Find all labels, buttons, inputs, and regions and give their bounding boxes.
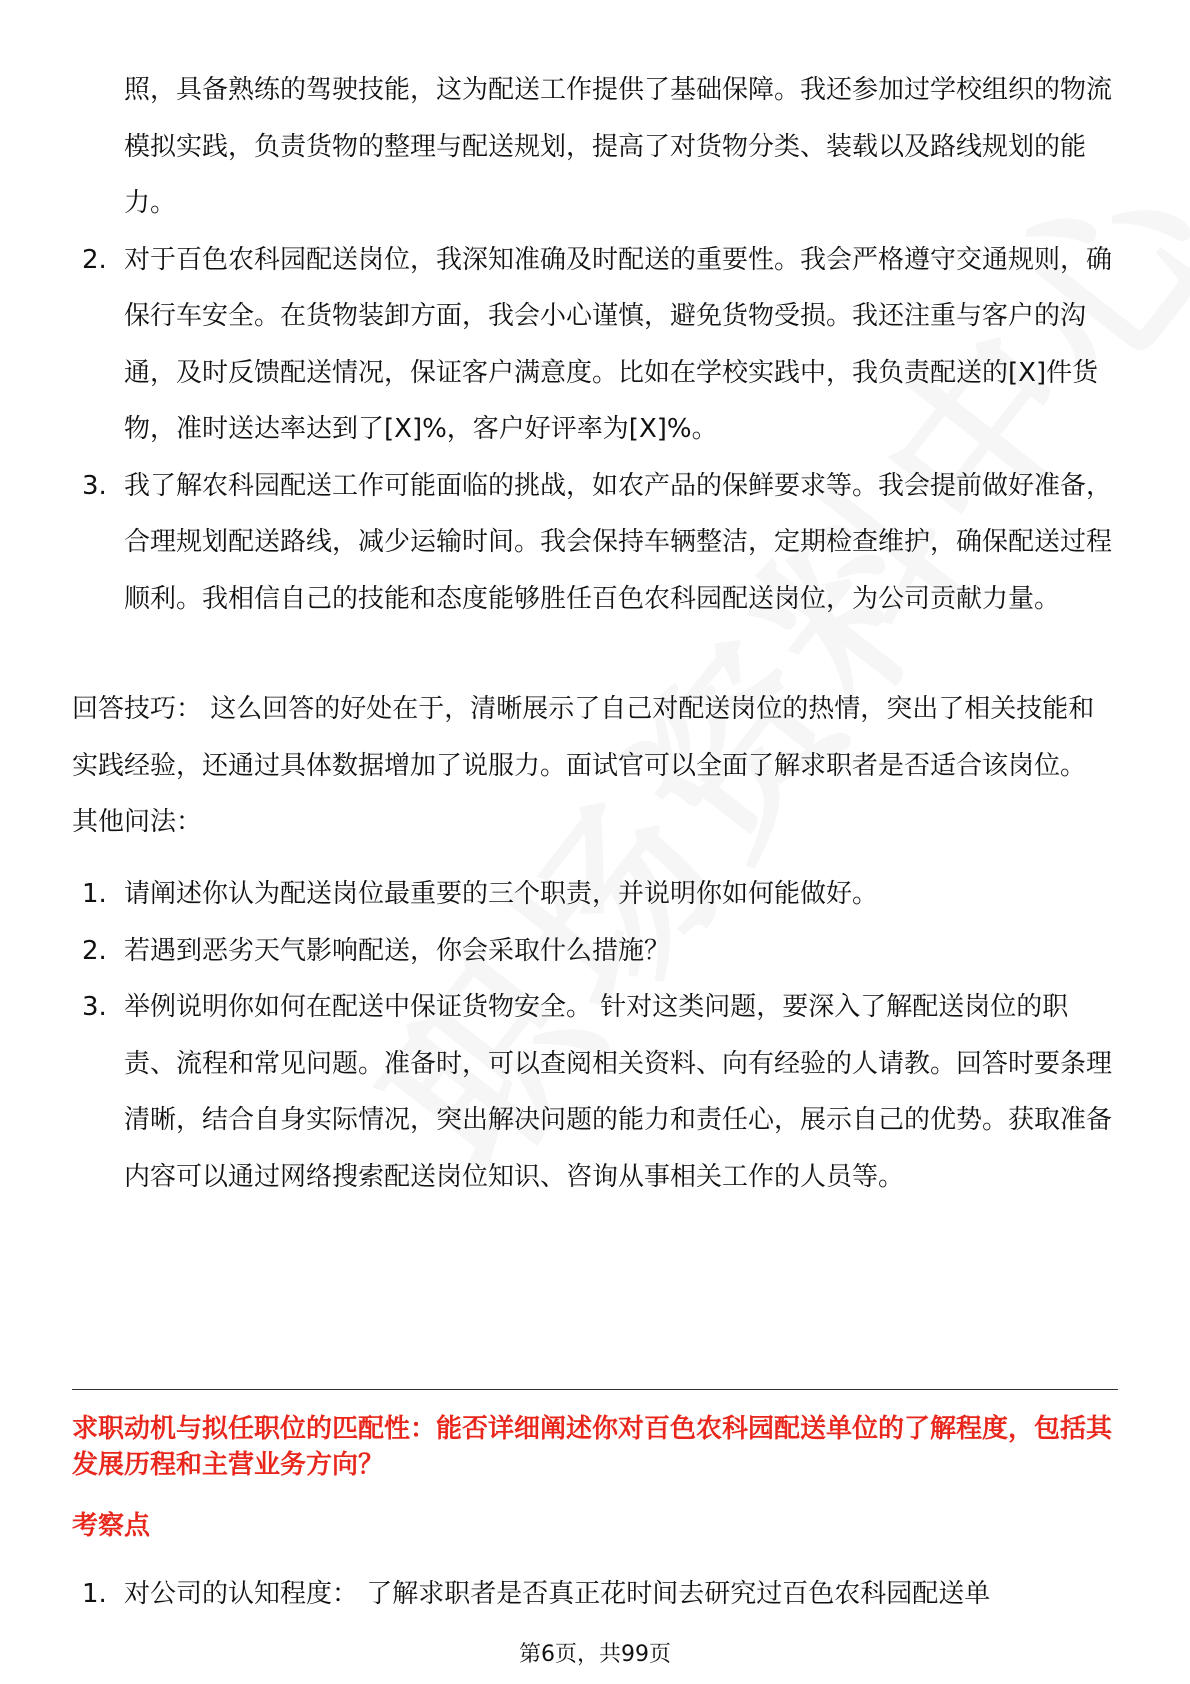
section-divider (72, 1389, 1118, 1390)
list-item (0, 979, 1190, 1205)
list-item-number: 1. (82, 1579, 107, 1609)
list-item (0, 923, 1190, 980)
question-heading: 求职动机与拟任职位的匹配性：能否详细阐述你对百色农科园配送单位的了解程度，包括其发展历程和主营业务方向？ (72, 1414, 1113, 1480)
other-questions-list (0, 866, 1190, 1205)
list-item-number: 2. (82, 244, 107, 275)
list-item (0, 458, 1190, 628)
list-item (0, 866, 1190, 923)
answer-list (0, 62, 1190, 627)
list-item (0, 62, 1190, 232)
answer-tips: 回答技巧： 这么回答的好处在于，清晰展示了自己对配送岗位的热情，突出了相关技能和实践经验，还通过具体数据增加了说服力。面试官可以全面了解求职者是否适合该岗位。 其他问法： (72, 694, 1095, 837)
list-item-number: 3. (82, 992, 107, 1022)
list-item-text: 对公司的认知程度： 了解求职者是否真正花时间去研究过百色农科园配送单 (124, 1579, 991, 1609)
list-item-text: 举例说明你如何在配送中保证货物安全。 针对这类问题，要深入了解配送岗位的职责、流程和常见问题。准备时，可以查阅相关资料、向有经验的人请教。回答时要条理清晰，结合自身实际情况，突出解决问题的能力和责任心，展示自己的优势。获取准备内容可以通过网络搜索配送岗位知识、咨询从事相关工作的人员等。 (124, 992, 1113, 1192)
list-item-number: 3. (82, 470, 107, 501)
list-item-text: 请阐述你认为配送岗位最重要的三个职责，并说明你如何能做好。 (124, 879, 879, 909)
focus-list (0, 1566, 1190, 1623)
page-number-footer: 第6页，共99页 (519, 1642, 671, 1667)
list-item-text: 对于百色农科园配送岗位，我深知准确及时配送的重要性。我会严格遵守交通规则，确保行车安全。在货物装卸方面，我会小心谨慎，避免货物受损。我还注重与客户的沟通，及时反馈配送情况，保证客户满意度。比如在学校实践中，我负责配送的[X]件货物，准时送达率达到了[X]%，客户好评率为[X]%。 (124, 244, 1113, 444)
list-item-text: 若遇到恶劣天气影响配送，你会采取什么措施？ (124, 935, 671, 966)
list-item-number: 2. (82, 935, 107, 966)
list-item-number: 1. (82, 879, 107, 909)
focus-label: 考察点 (72, 1511, 151, 1541)
list-item-text: 照，具备熟练的驾驶技能，这为配送工作提供了基础保障。我还参加过学校组织的物流模拟实践，负责货物的整理与配送规划，提高了对货物分类、装载以及路线规划的能力。 (124, 75, 1113, 218)
list-item (0, 1566, 1190, 1623)
list-item-text: 我了解农科园配送工作可能面临的挑战，如农产品的保鲜要求等。我会提前做好准备，合理规划配送路线，减少运输时间。我会保持车辆整洁，定期检查维护，确保配送过程顺利。我相信自己的技能和态度能够胜任百色农科园配送岗位，为公司贡献力量。 (124, 470, 1113, 614)
list-item (0, 232, 1190, 458)
